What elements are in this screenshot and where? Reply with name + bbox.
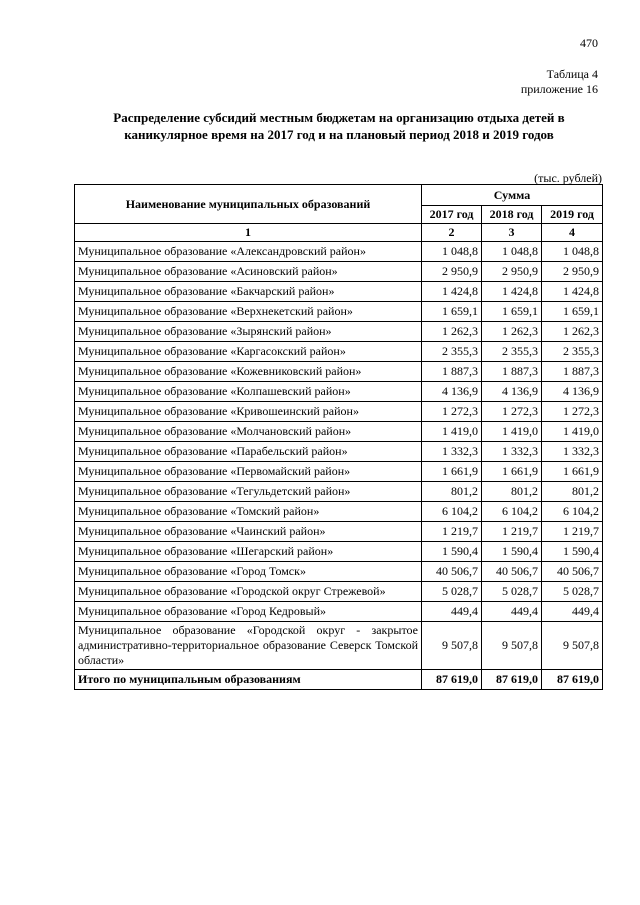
table-row	[75, 422, 603, 442]
value-2018: 1 332,3	[482, 442, 542, 462]
value-2019: 449,4	[542, 602, 603, 622]
value-2017: 1 048,8	[422, 242, 482, 262]
value-2019: 1 272,3	[542, 402, 603, 422]
value-2017: 1 262,3	[422, 322, 482, 342]
value-2019: 1 262,3	[542, 322, 603, 342]
value-2018: 1 659,1	[482, 302, 542, 322]
value-2018: 2 355,3	[482, 342, 542, 362]
table-label: Таблица 4	[546, 67, 598, 81]
table-row	[75, 542, 603, 562]
table-row	[75, 442, 603, 462]
value-2018: 801,2	[482, 482, 542, 502]
value-2017: 2 355,3	[422, 342, 482, 362]
municipality-name: Муниципальное образование «Городской округ - закрытое административно-территориальное образование Северск Томской области»	[75, 622, 422, 670]
value-2017: 1 424,8	[422, 282, 482, 302]
value-2019: 2 355,3	[542, 342, 603, 362]
value-2018: 6 104,2	[482, 502, 542, 522]
total-2017: 87 619,0	[422, 670, 482, 690]
value-2019: 1 048,8	[542, 242, 603, 262]
value-2018: 1 272,3	[482, 402, 542, 422]
municipality-name: Муниципальное образование «Кривошеинский район»	[75, 402, 422, 422]
municipality-name: Муниципальное образование «Александровский район»	[75, 242, 422, 262]
column-number: 3	[482, 224, 542, 242]
table-row	[75, 302, 603, 322]
table-row	[75, 582, 603, 602]
table-row	[75, 562, 603, 582]
value-2019: 1 332,3	[542, 442, 603, 462]
value-2017: 5 028,7	[422, 582, 482, 602]
header-year-2019: 2019 год	[542, 206, 603, 224]
value-2017: 6 104,2	[422, 502, 482, 522]
value-2018: 1 661,9	[482, 462, 542, 482]
value-2017: 40 506,7	[422, 562, 482, 582]
table-reference	[521, 67, 598, 97]
value-2018: 449,4	[482, 602, 542, 622]
value-2018: 1 048,8	[482, 242, 542, 262]
table-row	[75, 502, 603, 522]
table-row	[75, 342, 603, 362]
value-2017: 1 419,0	[422, 422, 482, 442]
municipality-name: Муниципальное образование «Томский район»	[75, 502, 422, 522]
municipality-name: Муниципальное образование «Верхнекетский район»	[75, 302, 422, 322]
municipality-name: Муниципальное образование «Город Кедровый»	[75, 602, 422, 622]
page-number: 470	[580, 36, 598, 50]
value-2019: 1 659,1	[542, 302, 603, 322]
municipality-name: Муниципальное образование «Тегульдетский район»	[75, 482, 422, 502]
value-2018: 1 219,7	[482, 522, 542, 542]
table-row	[75, 482, 603, 502]
value-2018: 1 887,3	[482, 362, 542, 382]
table-row	[75, 242, 603, 262]
total-label: Итого по муниципальным образованиям	[75, 670, 422, 690]
table-row	[75, 282, 603, 302]
value-2018: 5 028,7	[482, 582, 542, 602]
table-row	[75, 362, 603, 382]
value-2018: 1 262,3	[482, 322, 542, 342]
table-row	[75, 622, 603, 670]
value-2017: 1 659,1	[422, 302, 482, 322]
total-2018: 87 619,0	[482, 670, 542, 690]
table-row	[75, 602, 603, 622]
document-title: Распределение субсидий местным бюджетам на организацию отдыха детей в каникулярное время на 2017 год и на плановый период 2018 и 2019 годов	[113, 110, 565, 142]
municipality-name: Муниципальное образование «Город Томск»	[75, 562, 422, 582]
value-2017: 1 590,4	[422, 542, 482, 562]
table-row	[75, 322, 603, 342]
appendix-label: приложение 16	[520, 82, 598, 96]
subsidy-table	[74, 184, 603, 690]
table-row	[75, 522, 603, 542]
municipality-name: Муниципальное образование «Молчановский район»	[75, 422, 422, 442]
value-2018: 1 419,0	[482, 422, 542, 442]
value-2018: 9 507,8	[482, 622, 542, 670]
table-row	[75, 462, 603, 482]
column-number: 2	[422, 224, 482, 242]
value-2017: 2 950,9	[422, 262, 482, 282]
municipality-name: Муниципальное образование «Кожевниковский район»	[75, 362, 422, 382]
value-2017: 9 507,8	[422, 622, 482, 670]
municipality-name: Муниципальное образование «Колпашевский район»	[75, 382, 422, 402]
value-2017: 1 219,7	[422, 522, 482, 542]
units-label: (тыс. рублей)	[534, 171, 602, 185]
value-2018: 40 506,7	[482, 562, 542, 582]
value-2019: 2 950,9	[542, 262, 603, 282]
column-number: 1	[75, 224, 422, 242]
value-2017: 1 661,9	[422, 462, 482, 482]
value-2019: 1 419,0	[542, 422, 603, 442]
value-2019: 1 219,7	[542, 522, 603, 542]
value-2019: 4 136,9	[542, 382, 603, 402]
total-2019: 87 619,0	[542, 670, 603, 690]
value-2018: 4 136,9	[482, 382, 542, 402]
municipality-name: Муниципальное образование «Бакчарский район»	[75, 282, 422, 302]
value-2017: 1 887,3	[422, 362, 482, 382]
value-2018: 1 424,8	[482, 282, 542, 302]
header-year-2017: 2017 год	[422, 206, 482, 224]
table-row	[75, 382, 603, 402]
value-2018: 2 950,9	[482, 262, 542, 282]
total-row	[75, 670, 603, 690]
value-2019: 1 424,8	[542, 282, 603, 302]
municipality-name: Муниципальное образование «Чаинский район»	[75, 522, 422, 542]
municipality-name: Муниципальное образование «Шегарский район»	[75, 542, 422, 562]
municipality-name: Муниципальное образование «Парабельский район»	[75, 442, 422, 462]
municipality-name: Муниципальное образование «Каргасокский район»	[75, 342, 422, 362]
municipality-name: Муниципальное образование «Асиновский район»	[75, 262, 422, 282]
table-row	[75, 262, 603, 282]
header-year-2018: 2018 год	[482, 206, 542, 224]
column-number: 4	[542, 224, 603, 242]
value-2019: 9 507,8	[542, 622, 603, 670]
value-2019: 6 104,2	[542, 502, 603, 522]
municipality-name: Муниципальное образование «Первомайский район»	[75, 462, 422, 482]
value-2017: 801,2	[422, 482, 482, 502]
header-sum: Сумма	[422, 185, 603, 206]
value-2019: 1 887,3	[542, 362, 603, 382]
table-row	[75, 402, 603, 422]
value-2017: 1 332,3	[422, 442, 482, 462]
value-2019: 1 661,9	[542, 462, 603, 482]
value-2017: 449,4	[422, 602, 482, 622]
value-2019: 1 590,4	[542, 542, 603, 562]
value-2019: 40 506,7	[542, 562, 603, 582]
table-body	[75, 242, 603, 670]
municipality-name: Муниципальное образование «Городской округ Стрежевой»	[75, 582, 422, 602]
value-2019: 801,2	[542, 482, 603, 502]
value-2019: 5 028,7	[542, 582, 603, 602]
value-2017: 4 136,9	[422, 382, 482, 402]
value-2018: 1 590,4	[482, 542, 542, 562]
municipality-name: Муниципальное образование «Зырянский район»	[75, 322, 422, 342]
table-header	[75, 185, 603, 242]
header-name: Наименование муниципальных образований	[75, 185, 422, 224]
value-2017: 1 272,3	[422, 402, 482, 422]
